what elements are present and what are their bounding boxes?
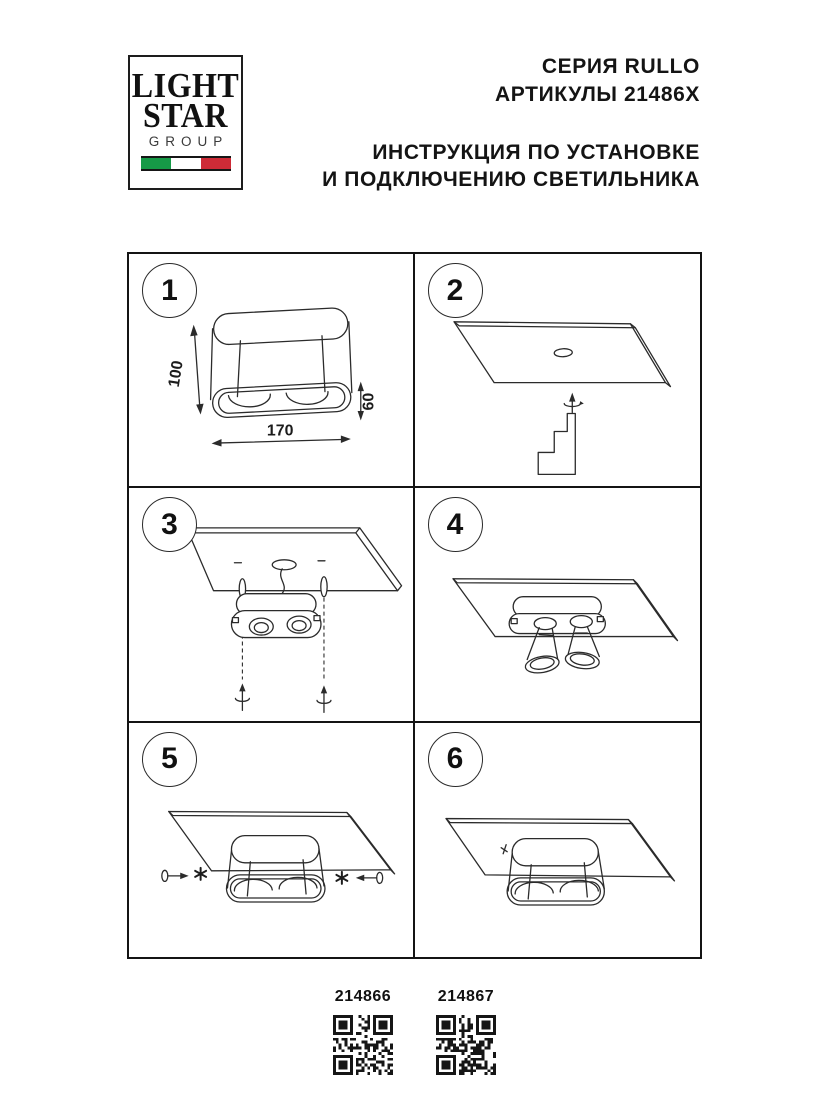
article-code-label: 214867	[437, 988, 495, 1005]
step-number-badge: 3	[142, 497, 197, 552]
dimension-depth-label: 60	[360, 392, 378, 411]
title-line-2: И ПОДКЛЮЧЕНИЮ СВЕТИЛЬНИКА	[322, 168, 700, 191]
articles-line: АРТИКУЛЫ 21486X	[495, 83, 700, 106]
article-code-label: 214866	[334, 988, 392, 1005]
step-number-badge: 6	[428, 732, 483, 787]
logo-word-star: STAR	[143, 95, 228, 135]
step-panel-4	[415, 488, 701, 722]
step-number-badge: 5	[142, 732, 197, 787]
flag-red-band	[201, 158, 231, 169]
article-code-block	[434, 988, 498, 1080]
dimension-height-label: 100	[165, 359, 187, 389]
flag-green-band	[141, 158, 171, 169]
italian-flag-bar	[141, 156, 231, 171]
qr-code	[333, 1015, 393, 1075]
step-panel-1	[129, 254, 415, 488]
logo-word-light: LIGHT	[131, 65, 240, 105]
qr-code	[436, 1015, 496, 1075]
step-panel-5	[129, 723, 415, 957]
title-line-1: ИНСТРУКЦИЯ ПО УСТАНОВКЕ	[372, 141, 700, 164]
step-panel-3	[129, 488, 415, 722]
series-title: СЕРИЯ RULLO	[541, 55, 700, 78]
step-number-badge: 2	[428, 263, 483, 318]
steps-grid	[127, 252, 702, 959]
series-block	[495, 53, 700, 109]
page-title	[322, 139, 700, 193]
step-number-badge: 1	[142, 263, 197, 318]
flag-white-band	[171, 158, 201, 169]
step-panel-6	[415, 723, 701, 957]
lightstar-logo	[128, 55, 243, 190]
dimension-width-label: 170	[266, 422, 294, 440]
step-number-badge: 4	[428, 497, 483, 552]
step-panel-2	[415, 254, 701, 488]
article-code-block	[331, 988, 395, 1080]
logo-word-group: GROUP	[148, 133, 229, 149]
